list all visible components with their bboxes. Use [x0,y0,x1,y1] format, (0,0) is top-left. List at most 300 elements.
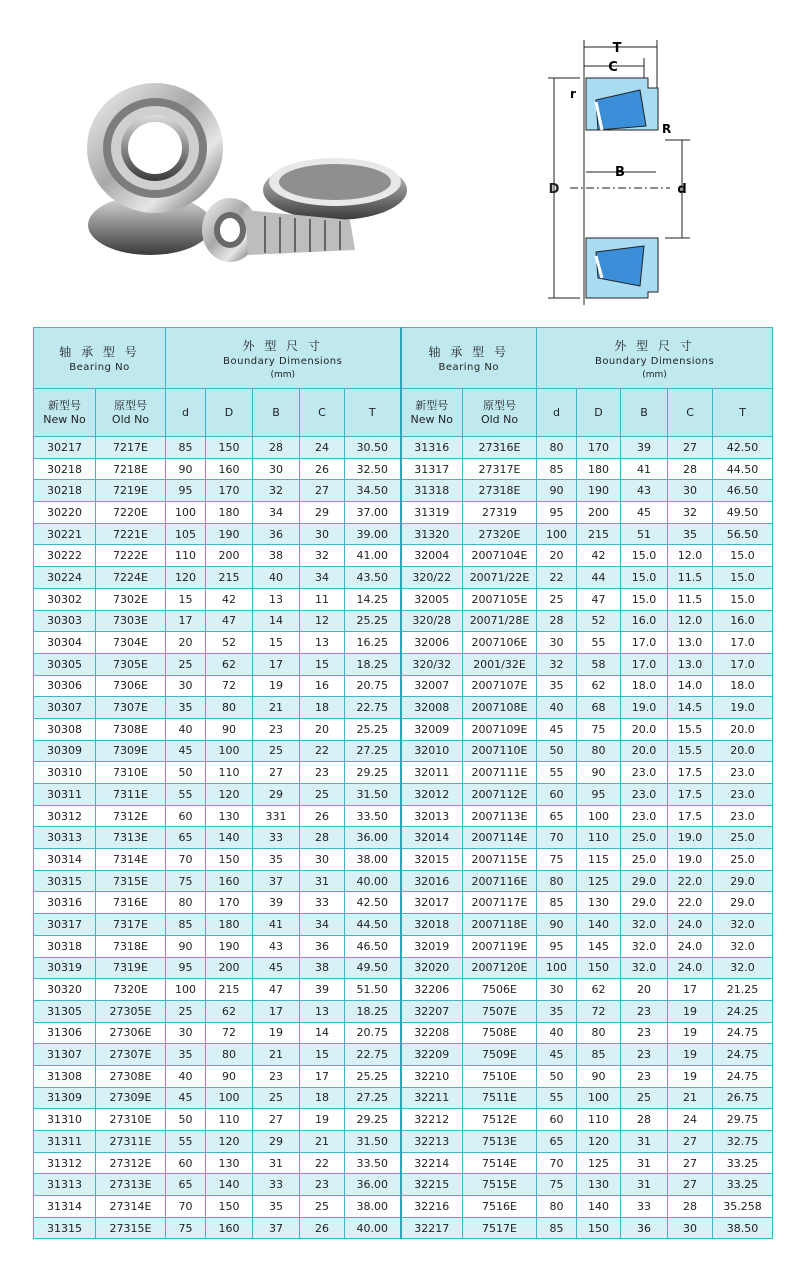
table-row [34,1196,773,1218]
cell-C: 18 [300,1087,345,1109]
cell-B: 15.0 [621,567,668,589]
cell-D: 42 [206,588,253,610]
cell-D: 115 [577,849,621,871]
cell-d: 32 [537,653,577,675]
cell-new-no: 32009 [401,718,463,740]
cell-C: 15 [300,1044,345,1066]
cell-B: 20 [621,979,668,1001]
table-row [34,718,773,740]
cell-C: 20 [300,718,345,740]
cell-T: 31.50 [345,784,401,806]
cell-B: 41 [621,458,668,480]
cell-B: 23 [621,1065,668,1087]
cell-T: 23.0 [713,805,773,827]
cell-B: 25 [253,740,300,762]
cell-B: 331 [253,805,300,827]
cell-d: 50 [537,1065,577,1087]
cell-D: 190 [206,523,253,545]
cell-C: 36 [300,935,345,957]
table-row [34,1087,773,1109]
cell-T: 15.0 [713,588,773,610]
cell-new-no: 32006 [401,632,463,654]
cell-C: 35 [668,523,713,545]
cell-d: 75 [537,1174,577,1196]
cell-d: 85 [537,1217,577,1239]
cell-new-no: 32206 [401,979,463,1001]
cell-old-no: 7313E [96,827,166,849]
cell-C: 17.5 [668,805,713,827]
cell-D: 55 [577,632,621,654]
cell-B: 15 [253,632,300,654]
cell-C: 19 [668,1065,713,1087]
cell-T: 38.50 [713,1217,773,1239]
cell-old-no: 2007118E [463,914,537,936]
cell-D: 72 [206,675,253,697]
cell-T: 20.0 [713,718,773,740]
cell-old-no: 7515E [463,1174,537,1196]
cell-T: 49.50 [713,502,773,524]
cell-B: 19 [253,675,300,697]
cell-D: 58 [577,653,621,675]
cell-old-no: 2007116E [463,870,537,892]
cell-B: 17.0 [621,653,668,675]
cell-D: 110 [206,762,253,784]
cell-new-no: 31307 [34,1044,96,1066]
cell-old-no: 27310E [96,1109,166,1131]
cell-C: 33 [300,892,345,914]
cell-old-no: 2007106E [463,632,537,654]
cell-D: 180 [206,914,253,936]
cell-D: 72 [206,1022,253,1044]
cell-T: 37.00 [345,502,401,524]
table-row [34,1217,773,1239]
cell-B: 43 [253,935,300,957]
col-T-header: T [345,389,401,437]
cell-B: 28 [621,1109,668,1131]
cell-B: 17.0 [621,632,668,654]
table-header-row-2 [34,389,773,437]
cell-old-no: 27312E [96,1152,166,1174]
cell-D: 62 [206,1000,253,1022]
cell-new-no: 320/22 [401,567,463,589]
cell-d: 50 [537,740,577,762]
new-no-header: 新型号 New No [34,389,96,437]
cell-B: 29.0 [621,870,668,892]
table-header-row-1 [34,328,773,389]
cell-D: 130 [206,1152,253,1174]
cell-C: 13.0 [668,632,713,654]
cell-B: 38 [253,545,300,567]
cell-C: 30 [668,1217,713,1239]
cell-C: 26 [300,458,345,480]
cell-B: 16.0 [621,610,668,632]
cell-old-no: 2007119E [463,935,537,957]
cell-old-no: 7516E [463,1196,537,1218]
table-row [34,892,773,914]
cell-D: 44 [577,567,621,589]
cell-C: 14.5 [668,697,713,719]
cell-d: 25 [537,588,577,610]
cell-T: 25.25 [345,718,401,740]
cell-B: 23.0 [621,805,668,827]
cell-new-no: 31314 [34,1196,96,1218]
cell-D: 180 [577,458,621,480]
cell-old-no: 2007115E [463,849,537,871]
cell-new-no: 31305 [34,1000,96,1022]
cell-T: 42.50 [345,892,401,914]
cell-C: 12.0 [668,610,713,632]
cell-C: 34 [300,567,345,589]
cell-d: 35 [166,1044,206,1066]
cell-d: 35 [537,675,577,697]
table-row [34,805,773,827]
cell-old-no: 27314E [96,1196,166,1218]
cell-C: 27 [668,1174,713,1196]
cell-new-no: 32217 [401,1217,463,1239]
cell-old-no: 20071/22E [463,567,537,589]
cell-d: 105 [166,523,206,545]
cell-B: 33 [253,1174,300,1196]
cell-new-no: 32214 [401,1152,463,1174]
table-row [34,957,773,979]
col-C-header: C [300,389,345,437]
cell-T: 30.50 [345,437,401,459]
cell-D: 120 [206,784,253,806]
cell-new-no: 31310 [34,1109,96,1131]
table-row [34,567,773,589]
cell-new-no: 32017 [401,892,463,914]
cell-d: 95 [537,502,577,524]
cell-B: 18.0 [621,675,668,697]
cell-old-no: 7506E [463,979,537,1001]
cell-new-no: 32011 [401,762,463,784]
cell-C: 24.0 [668,914,713,936]
cell-B: 36 [621,1217,668,1239]
cell-T: 42.50 [713,437,773,459]
table-row [34,588,773,610]
table-row [34,1109,773,1131]
cell-T: 18.0 [713,675,773,697]
cell-new-no: 32212 [401,1109,463,1131]
cell-T: 29.25 [345,1109,401,1131]
cell-d: 60 [537,784,577,806]
cell-old-no: 7221E [96,523,166,545]
cell-C: 13 [300,1000,345,1022]
cell-d: 55 [166,784,206,806]
cell-d: 45 [537,718,577,740]
cell-C: 19 [300,1109,345,1131]
cell-d: 55 [537,762,577,784]
cell-C: 11 [300,588,345,610]
cell-D: 80 [577,740,621,762]
cell-d: 30 [166,1022,206,1044]
cell-T: 32.0 [713,957,773,979]
table-row [34,437,773,459]
cell-old-no: 7314E [96,849,166,871]
dims-header-right: 外 型 尺 寸 Boundary Dimensions (mm) [537,328,773,389]
cell-T: 40.00 [345,870,401,892]
cell-T: 51.50 [345,979,401,1001]
cell-D: 110 [577,827,621,849]
cell-old-no: 7513E [463,1131,537,1153]
cell-C: 29 [300,502,345,524]
cell-d: 50 [166,762,206,784]
cell-old-no: 7309E [96,740,166,762]
diagram-label-d: d [677,182,687,197]
cell-new-no: 30307 [34,697,96,719]
cell-new-no: 32007 [401,675,463,697]
cell-C: 31 [300,870,345,892]
cell-B: 29 [253,784,300,806]
cell-C: 23 [300,1174,345,1196]
cell-B: 25.0 [621,849,668,871]
cell-T: 56.50 [713,523,773,545]
cell-C: 28 [668,1196,713,1218]
cell-d: 75 [166,870,206,892]
cell-T: 16.25 [345,632,401,654]
cell-B: 40 [253,567,300,589]
cell-D: 52 [577,610,621,632]
cell-B: 35 [253,849,300,871]
cell-old-no: 27311E [96,1131,166,1153]
cell-new-no: 30306 [34,675,96,697]
cell-new-no: 32014 [401,827,463,849]
cell-new-no: 32216 [401,1196,463,1218]
cell-d: 55 [537,1087,577,1109]
table-row [34,1022,773,1044]
cell-old-no: 7316E [96,892,166,914]
cell-D: 42 [577,545,621,567]
diagram-label-R: R [662,122,672,136]
table-row [34,675,773,697]
cell-old-no: 7512E [463,1109,537,1131]
cell-D: 130 [206,805,253,827]
cell-D: 80 [206,1044,253,1066]
cell-B: 25 [621,1087,668,1109]
cell-T: 29.25 [345,762,401,784]
cell-d: 40 [166,718,206,740]
cell-D: 190 [577,480,621,502]
cell-old-no: 27308E [96,1065,166,1087]
cell-B: 32.0 [621,914,668,936]
cell-T: 34.50 [345,480,401,502]
cell-old-no: 27317E [463,458,537,480]
cell-C: 27 [668,1131,713,1153]
cell-d: 40 [166,1065,206,1087]
cell-new-no: 30313 [34,827,96,849]
table-row [34,1152,773,1174]
cell-B: 23.0 [621,784,668,806]
cell-d: 30 [537,632,577,654]
cell-d: 15 [166,588,206,610]
cell-D: 200 [206,957,253,979]
cell-old-no: 2007114E [463,827,537,849]
cell-T: 24.75 [713,1044,773,1066]
cell-B: 37 [253,870,300,892]
cell-d: 60 [537,1109,577,1131]
cell-D: 180 [206,502,253,524]
cell-C: 15.5 [668,718,713,740]
cell-D: 150 [577,957,621,979]
table-row [34,740,773,762]
cell-old-no: 27316E [463,437,537,459]
cell-T: 35.258 [713,1196,773,1218]
cell-T: 24.25 [713,1000,773,1022]
cell-T: 21.25 [713,979,773,1001]
cell-D: 215 [206,979,253,1001]
table-row [34,697,773,719]
cell-C: 39 [300,979,345,1001]
cell-new-no: 32208 [401,1022,463,1044]
cell-old-no: 27306E [96,1022,166,1044]
cell-T: 46.50 [713,480,773,502]
cell-T: 14.25 [345,588,401,610]
cell-d: 40 [537,1022,577,1044]
cell-B: 30 [253,458,300,480]
cell-new-no: 320/28 [401,610,463,632]
cell-C: 27 [300,480,345,502]
col-B-header: B [253,389,300,437]
cell-B: 32.0 [621,935,668,957]
cell-T: 32.75 [713,1131,773,1153]
cell-D: 215 [577,523,621,545]
cell-new-no: 32213 [401,1131,463,1153]
cell-B: 37 [253,1217,300,1239]
cell-C: 17 [668,979,713,1001]
cell-T: 44.50 [713,458,773,480]
cell-B: 23 [253,718,300,740]
cell-C: 18 [300,697,345,719]
cell-D: 125 [577,870,621,892]
cell-C: 22.0 [668,892,713,914]
cell-new-no: 30318 [34,935,96,957]
cell-new-no: 30320 [34,979,96,1001]
cell-B: 35 [253,1196,300,1218]
cell-T: 19.0 [713,697,773,719]
cell-D: 130 [577,1174,621,1196]
cell-T: 31.50 [345,1131,401,1153]
col-d-header: d [537,389,577,437]
table-row [34,762,773,784]
cell-B: 32 [253,480,300,502]
cell-D: 145 [577,935,621,957]
cell-new-no: 30303 [34,610,96,632]
cell-old-no: 7220E [96,502,166,524]
cell-new-no: 30315 [34,870,96,892]
cell-new-no: 30314 [34,849,96,871]
cell-C: 30 [300,523,345,545]
cell-D: 120 [206,1131,253,1153]
table-row [34,502,773,524]
cell-old-no: 7317E [96,914,166,936]
table-row [34,1044,773,1066]
cell-D: 110 [577,1109,621,1131]
cell-C: 30 [300,849,345,871]
cell-old-no: 27315E [96,1217,166,1239]
col-D-header: D [206,389,253,437]
table-row [34,827,773,849]
dims-header-left: 外 型 尺 寸 Boundary Dimensions (mm) [166,328,401,389]
cell-T: 17.0 [713,653,773,675]
cell-C: 12 [300,610,345,632]
cell-T: 46.50 [345,935,401,957]
cell-new-no: 30316 [34,892,96,914]
cell-d: 65 [537,805,577,827]
cell-B: 17 [253,653,300,675]
cell-old-no: 7218E [96,458,166,480]
cell-D: 62 [206,653,253,675]
cell-D: 160 [206,458,253,480]
cell-B: 23 [621,1000,668,1022]
cell-T: 25.25 [345,1065,401,1087]
cell-old-no: 7224E [96,567,166,589]
cell-new-no: 31319 [401,502,463,524]
cell-D: 130 [577,892,621,914]
cell-d: 25 [166,653,206,675]
cell-new-no: 30305 [34,653,96,675]
cell-d: 45 [166,740,206,762]
cell-T: 17.0 [713,632,773,654]
old-no-header: 原型号 Old No [96,389,166,437]
cell-d: 70 [537,827,577,849]
cell-old-no: 7302E [96,588,166,610]
table-row [34,849,773,871]
cell-D: 100 [206,1087,253,1109]
cell-new-no: 30220 [34,502,96,524]
cell-new-no: 32004 [401,545,463,567]
cell-new-no: 32016 [401,870,463,892]
cell-old-no: 27313E [96,1174,166,1196]
cell-D: 90 [206,1065,253,1087]
col-B-header: B [621,389,668,437]
cell-d: 85 [166,437,206,459]
cell-T: 40.00 [345,1217,401,1239]
cell-T: 15.0 [713,545,773,567]
cell-new-no: 31312 [34,1152,96,1174]
cell-d: 90 [166,935,206,957]
cell-T: 15.0 [713,567,773,589]
cell-new-no: 32018 [401,914,463,936]
cell-D: 85 [577,1044,621,1066]
cell-C: 17.5 [668,762,713,784]
cell-T: 18.25 [345,653,401,675]
cell-new-no: 30218 [34,458,96,480]
cell-D: 120 [577,1131,621,1153]
cell-T: 25.0 [713,849,773,871]
cell-B: 23.0 [621,762,668,784]
cell-old-no: 2007107E [463,675,537,697]
diagram-label-T: T [612,41,622,56]
cell-B: 28 [253,437,300,459]
cell-d: 100 [166,502,206,524]
cell-D: 125 [577,1152,621,1174]
cell-d: 90 [537,480,577,502]
cell-old-no: 2007104E [463,545,537,567]
cell-B: 33 [253,827,300,849]
cell-new-no: 31317 [401,458,463,480]
product-illustration-area [0,0,800,320]
bearing-no-header-right: 轴 承 型 号 Bearing No [401,328,537,389]
cell-C: 19 [668,1044,713,1066]
cell-d: 85 [166,914,206,936]
cell-T: 43.50 [345,567,401,589]
table-row [34,784,773,806]
cell-D: 95 [577,784,621,806]
cell-d: 60 [166,805,206,827]
cell-B: 20.0 [621,718,668,740]
cell-old-no: 7217E [96,437,166,459]
cell-old-no: 7307E [96,697,166,719]
